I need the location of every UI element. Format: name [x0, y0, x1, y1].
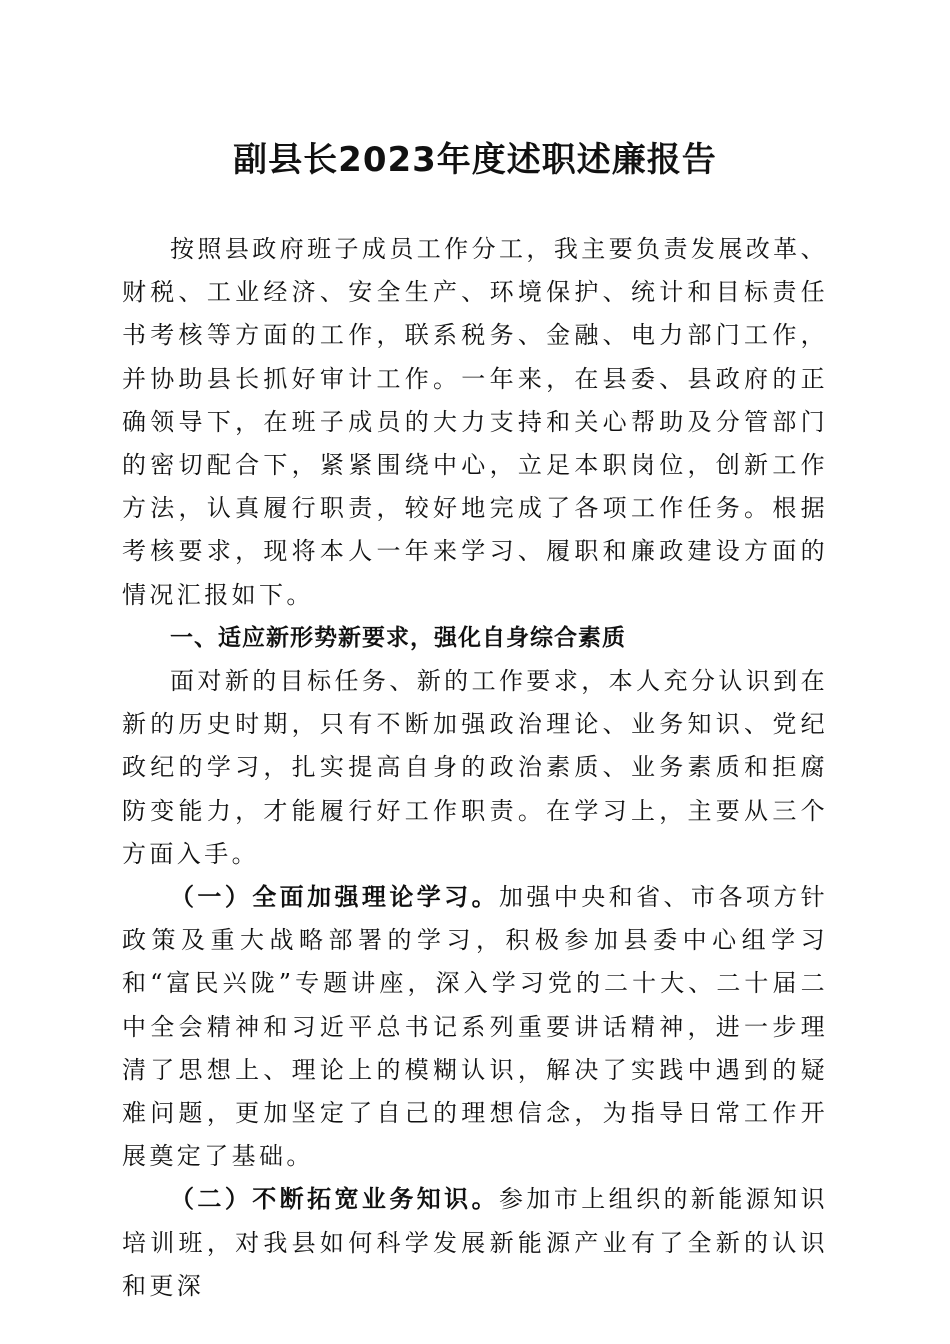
item-2-lead: （二）不断拓宽业务知识。 — [170, 1185, 499, 1214]
item-1-lead: （一）全面加强理论学习。 — [170, 883, 499, 912]
section-heading-1: 一、适应新形势新要求，强化自身综合素质 — [170, 624, 626, 651]
document-title: 副县长2023年度述职述廉报告 — [233, 140, 717, 180]
item-2-paragraph — [122, 1178, 828, 1308]
item-2-text: 参加市上组织的新能源知识培训班，对我县如何科学发展新能源产业有了全新的认识和更深 — [122, 1185, 828, 1300]
item-1-text: 加强中央和省、市各项方针政策及重大战略部署的学习，积极参加县委中心组学习和“富民兴陇”专题讲座，深入学习党的二十大、二十届二中全会精神和习近平总书记系列重要讲话精神，进一步理清了思想上、理论上的模糊认识，解决了实践中遇到的疑难问题，更加坚定了自己的理想信念，为指导日常工作开展奠定了基础。 — [122, 883, 828, 1171]
document-body — [122, 228, 828, 1308]
section-1-paragraph: 面对新的目标任务、新的工作要求，本人充分认识到在新的历史时期，只有不断加强政治理论、业务知识、党纪政纪的学习，扎实提高自身的政治素质、业务素质和拒腐防变能力，才能履行好工作职责。在学习上，主要从三个方面入手。 — [122, 667, 828, 868]
intro-paragraph: 按照县政府班子成员工作分工，我主要负责发展改革、财税、工业经济、安全生产、环境保护、统计和目标责任书考核等方面的工作，联系税务、金融、电力部门工作，并协助县长抓好审计工作。一年来，在县委、县政府的正确领导下，在班子成员的大力支持和关心帮助及分管部门的密切配合下，紧紧围绕中心，立足本职岗位，创新工作方法，认真履行职责，较好地完成了各项工作任务。根据考核要求，现将本人一年来学习、履职和廉政建设方面的情况汇报如下。 — [122, 235, 828, 609]
item-1-paragraph — [122, 876, 828, 1178]
